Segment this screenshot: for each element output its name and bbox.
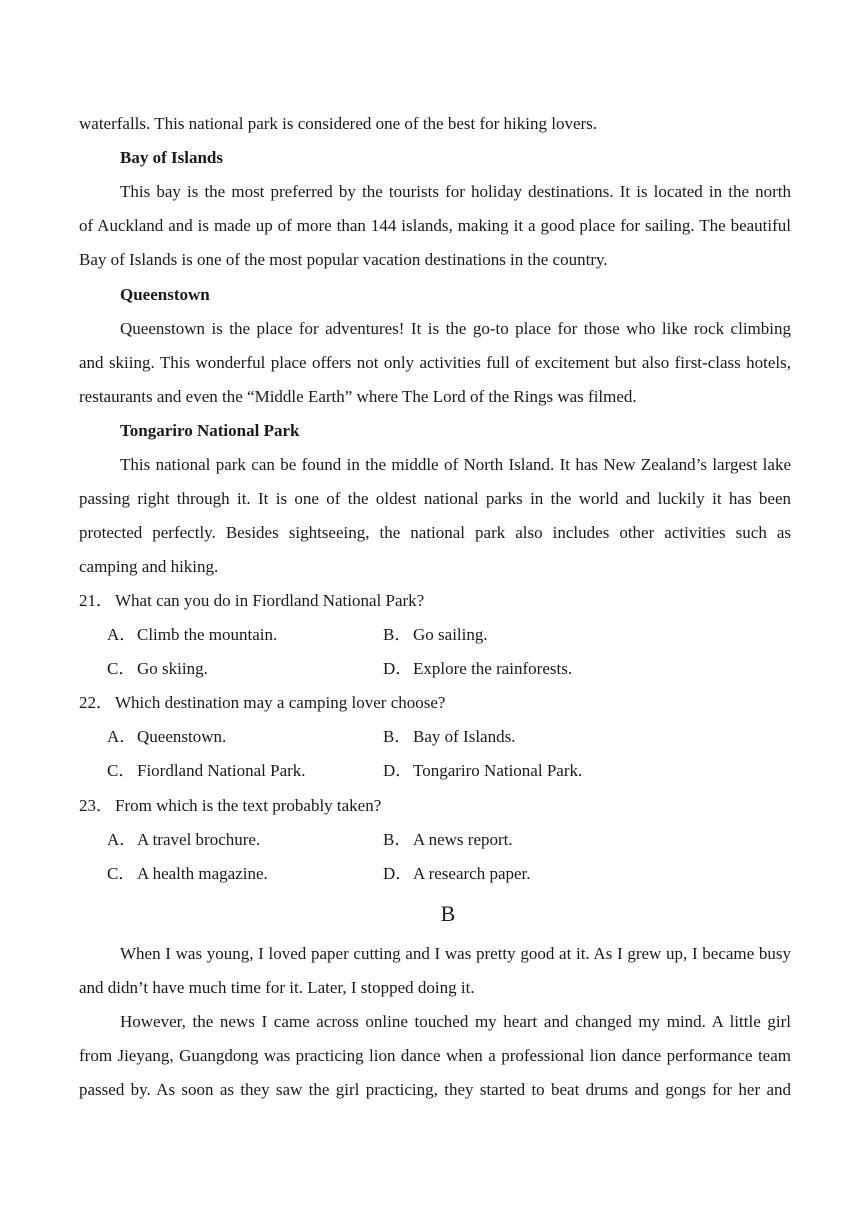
question-21-option-c[interactable] (107, 658, 208, 680)
tongariro-line-2: passing right through it. It is one of the oldest national parks in the world and luckily it has been (79, 489, 791, 508)
option-text: Tongariro National Park. (413, 761, 583, 780)
option-letter: C． (107, 659, 136, 678)
question-text: What can you do in Fiordland National Park? (115, 591, 425, 610)
bay-of-islands-heading: Bay of Islands (120, 148, 223, 167)
passage-b-line-2: and didn’t have much time for it. Later, I stopped doing it. (79, 978, 475, 997)
option-text: A health magazine. (137, 864, 268, 883)
option-letter: A． (107, 625, 137, 644)
question-number: 23． (79, 796, 113, 815)
option-letter: B． (383, 625, 412, 644)
question-22-option-a[interactable] (107, 726, 226, 748)
tongariro-line-1: This national park can be found in the middle of North Island. It has New Zealand’s largest lake (120, 455, 791, 474)
tongariro-line-3: protected perfectly. Besides sightseeing, the national park also includes other activities such as (79, 523, 791, 542)
question-23-option-d[interactable] (383, 863, 531, 885)
question-text: Which destination may a camping lover choose? (115, 693, 446, 712)
option-letter: A． (107, 830, 137, 849)
passage-b-line-4: from Jieyang, Guangdong was practicing lion dance when a professional lion dance performance team (79, 1046, 791, 1065)
passage-b-line-3: However, the news I came across online touched my heart and changed my mind. A little girl (120, 1012, 791, 1031)
question-23-option-a[interactable] (107, 829, 260, 851)
tongariro-line-4: camping and hiking. (79, 557, 219, 576)
option-text: Go sailing. (413, 625, 488, 644)
queenstown-line-3: restaurants and even the “Middle Earth” where The Lord of the Rings was filmed. (79, 387, 637, 406)
queenstown-line-1: Queenstown is the place for adventures! It is the go-to place for those who like rock climbing (120, 319, 791, 338)
question-22-option-c[interactable] (107, 760, 306, 782)
question-23-option-c[interactable] (107, 863, 268, 885)
question-22-option-b[interactable] (383, 726, 515, 748)
option-text: Explore the rainforests. (413, 659, 573, 678)
option-text: Fiordland National Park. (137, 761, 306, 780)
option-text: Bay of Islands. (413, 727, 516, 746)
section-b-title: B (440, 901, 456, 926)
option-letter: D． (383, 659, 413, 678)
queenstown-line-2: and skiing. This wonderful place offers not only activities full of excitement but also first-class hotels, (79, 353, 791, 372)
option-letter: B． (383, 727, 412, 746)
bay-of-islands-line-1: This bay is the most preferred by the tourists for holiday destinations. It is located in the north (120, 182, 791, 201)
option-letter: C． (107, 864, 136, 883)
option-text: Climb the mountain. (137, 625, 278, 644)
tongariro-heading: Tongariro National Park (120, 421, 300, 440)
option-text: A news report. (413, 830, 513, 849)
option-letter: C． (107, 761, 136, 780)
fiordland-paragraph-tail: waterfalls. This national park is considered one of the best for hiking lovers. (79, 114, 598, 133)
option-text: Go skiing. (137, 659, 208, 678)
question-21-option-a[interactable] (107, 624, 277, 646)
question-22-option-d[interactable] (383, 760, 582, 782)
question-21-option-b[interactable] (383, 624, 488, 646)
option-letter: D． (383, 761, 413, 780)
passage-b-line-5: passed by. As soon as they saw the girl practicing, they started to beat drums and gongs for her and (79, 1080, 791, 1099)
option-text: Queenstown. (137, 727, 227, 746)
queenstown-heading: Queenstown (120, 285, 210, 304)
question-number: 22． (79, 693, 113, 712)
option-letter: A． (107, 727, 137, 746)
question-text: From which is the text probably taken? (115, 796, 382, 815)
option-text: A research paper. (413, 864, 531, 883)
option-letter: B． (383, 830, 412, 849)
passage-b-line-1: When I was young, I loved paper cutting and I was pretty good at it. As I grew up, I became busy (120, 944, 791, 963)
option-letter: D． (383, 864, 413, 883)
question-21-option-d[interactable] (383, 658, 572, 680)
question-22 (79, 692, 445, 714)
question-number: 21． (79, 591, 113, 610)
question-23 (79, 795, 381, 817)
option-text: A travel brochure. (137, 830, 261, 849)
bay-of-islands-line-2: of Auckland and is made up of more than 144 islands, making it a good place for sailing. The beautiful (79, 216, 791, 235)
bay-of-islands-line-3: Bay of Islands is one of the most popular vacation destinations in the country. (79, 250, 608, 269)
question-21 (79, 590, 424, 612)
question-23-option-b[interactable] (383, 829, 513, 851)
